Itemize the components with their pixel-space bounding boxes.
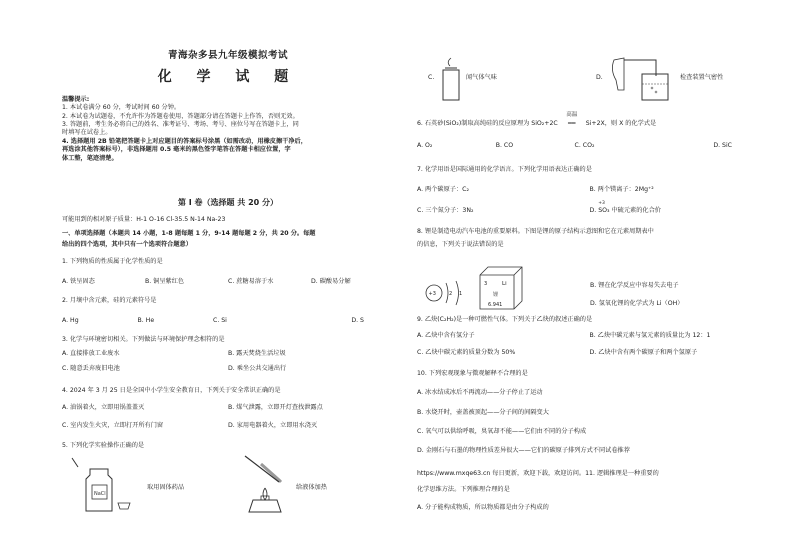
option: A. 冰水结成冰后不再流动——分子停止了运动 (417, 389, 543, 397)
notice-line: 4. 选择题用 2B 铅笔把答题卡上对应题目的答案标号涂黑（如需改动，用橡皮擦干净后， (62, 137, 307, 145)
option: A. O₂ (417, 142, 433, 150)
option: D. 乙炔中含有两个碳原子和两个氢原子 (589, 348, 698, 356)
option: C. 氧气可以供给呼吸，臭氧却不能——它们由不同的分子构成 (417, 428, 587, 436)
question-2 (62, 297, 394, 326)
option: D. 金刚石与石墨的物理性质差异很大——它们的碳原子排列方式不同试卷推荐 (417, 447, 630, 455)
instruction-line: 一、单项选择题（本题共 14 小题，1-8 题每题 1 分，9-14 题每题 2 分，共 20 分。每题 (62, 230, 316, 237)
question-4 (62, 387, 394, 430)
option: A. 乙炔中含有氢分子 (417, 332, 475, 340)
question-stem: 6. 石英砂(SiO₂)制取高纯硅的反应原理为 SiO₂+2C (417, 120, 558, 127)
option: B. 煤气泄露，立即开灯查找泄露点 (228, 404, 323, 412)
option-b-label: 给液体加热 (296, 484, 327, 491)
periodic-table-cell (478, 265, 524, 311)
option: B. CO (495, 142, 514, 150)
option-row (62, 350, 394, 358)
option: C. CO₂ (574, 142, 595, 150)
instruction-line: 给出的四个选项，其中只有一个选项符合题意） (62, 241, 192, 248)
exam-title: 青海杂多县九年级模拟考试 (167, 50, 288, 61)
question-stem: 的信息，下列关于说法错误的是 (417, 241, 504, 249)
option: C. 室内发生火灾，立即打开所有门窗 (62, 421, 164, 429)
question-5 (62, 442, 394, 450)
option: D. SiC (713, 142, 732, 150)
question-stem: 3. 化学与环境密切相关。下列做法与环境保护理念相符的是 (62, 336, 225, 343)
question-stem: 2. 月壤中含元素，硅的元素符号是 (62, 297, 157, 304)
notice-line: 2. 本试卷为试题卷，不允许作为答题卷使用，答题部分请在答题卡上作答，否则无效。 (62, 112, 299, 120)
option: A. 两个碳原子：C₂ (417, 186, 469, 194)
option-row (417, 200, 762, 215)
reagent-label: NaCl (94, 491, 106, 497)
question-stem: 9. 乙炔(C₂H₂)是一种可燃性气体。下列关于乙炔的叙述正确的是 (417, 316, 593, 323)
option: A. 油锅着火，立即用锅盖盖灭 (62, 404, 145, 412)
option: C. 随意丢弃废旧电池 (62, 364, 120, 372)
option: A. 铁呈固态 (62, 278, 95, 286)
option-c-letter: C. (428, 74, 435, 81)
option-row (62, 278, 394, 286)
atomic-number: 3 (484, 281, 488, 287)
option: A. 分子能构成物质，所以物质都是由分子构成的 (417, 503, 549, 511)
valence-mark: +3 (598, 200, 605, 206)
question-stem: 5. 下列化学实验操作正确的是 (62, 442, 145, 449)
notice-line: 3. 答题前，考生务必将自己的姓名、准考证号、考场、考号、座位号写在答题卡上，同 (62, 121, 299, 129)
option: D. 乘坐公共交通出行 (228, 364, 287, 372)
lithium-atom-diagram (424, 275, 474, 311)
option: D. S (351, 317, 364, 325)
question-1 (62, 258, 394, 287)
question-7 (417, 166, 762, 215)
option-row (62, 317, 394, 325)
option-d-letter: D. (596, 74, 603, 81)
question-10 (417, 370, 762, 456)
option-d-label: 检查装置气密性 (680, 74, 724, 81)
option-row (417, 332, 762, 340)
option-row (417, 186, 762, 194)
electron-shell-1: 2 (449, 291, 453, 297)
notice-title: 温馨提示: (62, 96, 90, 103)
heating-liquid-illustration (235, 450, 295, 516)
option-c-label: 闻气体气味 (466, 74, 497, 81)
option: A. 直接排放工业废水 (62, 350, 120, 358)
notice-block (62, 96, 394, 163)
atomic-mass: 6.941 (488, 302, 503, 308)
valence-text: SO₃ 中硫元素的化合价 (598, 206, 661, 214)
option: C. 三个氮分子：3N₂ (417, 206, 474, 214)
option-row (62, 404, 394, 412)
notice-line: 时填写在试卷上。 (62, 129, 112, 137)
question-stem: 化学思维方法。下列推理合理的是 (417, 486, 510, 494)
question-9 (417, 316, 762, 357)
nucleus-charge: +3 (428, 291, 436, 297)
question-stem: 7. 化学用语是国际通用的化学语言。下列化学用语表达正确的是 (417, 166, 592, 173)
option: C. 蔗糖易溶于水 (228, 278, 274, 286)
question-stem: 4. 2024 年 3 月 25 日是全国中小学生安全教育日，下列关于安全常识正确的是 (62, 387, 281, 394)
smell-gas-illustration (438, 56, 464, 102)
option: B. 锂在化学反应中容易失去电子 (590, 282, 679, 289)
notice-line: 体工整，笔迹清楚。 (62, 154, 118, 162)
option: B. He (137, 317, 155, 325)
section-title: 第 I 卷（选择题 共 20 分） (177, 198, 279, 207)
element-name: 锂 (493, 292, 499, 298)
option: C. 乙炔中碳元素的质量分数为 50% (417, 348, 516, 356)
question-stem: 8. 锂是制造电动汽车电池的重要原料。下图是锂的原子结构示意图和它在元素周期表中 (417, 228, 654, 235)
subject-title: 化 学 试 题 (157, 69, 299, 85)
element-symbol: Li (502, 281, 507, 287)
option: B. 乙炔中碳元素与氢元素的质量比为 12：1 (589, 332, 711, 340)
question-3 (62, 336, 394, 373)
question-11 (417, 470, 762, 512)
option: C. Si (213, 317, 227, 325)
option-row (417, 142, 762, 150)
notice-line: 再选涂其他答案标号），非选择题用 0.5 毫米的黑色签字笔答在答题卡相应位置，字 (62, 146, 291, 154)
option: D. 氢氧化锂的化学式为 Li（OH） (590, 300, 684, 307)
option: D. 家用电器着火，立即用水浇灭 (228, 421, 318, 429)
notice-line: 1. 本试卷满分 60 分，考试时间 60 分钟。 (62, 104, 181, 112)
option: B. 铜呈紫红色 (145, 278, 185, 286)
option-a-label: 取用固体药品 (147, 484, 185, 491)
option: D. +3 SO₃ 中硫元素的化合价 (589, 200, 661, 214)
option: A. Hg (62, 317, 79, 325)
option: B. 水烧开时，壶盖被顶起——分子间的间隔变大 (417, 408, 549, 416)
airtightness-illustration (606, 52, 676, 104)
question-8 (417, 228, 762, 250)
atomic-mass-line: 可能用到的相对原子质量：H-1 O-16 Cl-35.5 N-14 Na-23 (62, 216, 226, 223)
question-stem: 1. 下列物质的性质属于化学性质的是 (62, 258, 163, 265)
option-row (417, 349, 762, 357)
option-row (62, 365, 394, 373)
option: D. 碳酸易分解 (311, 278, 351, 286)
website-line: https://www.mxqe63.cn 每日更新，欢迎下载，欢迎访问。11. 逻辑推理是一种重要的 (417, 470, 659, 477)
question-6 (417, 112, 762, 151)
option: B. 露天焚烧生活垃圾 (228, 350, 286, 358)
question-stem: 10. 下列宏观现象与微观解释不合理的是 (417, 370, 528, 377)
solid-reagent-illustration (70, 455, 140, 515)
electron-shell-2: 1 (459, 291, 463, 297)
option: B. 两个镁离子：2Mg⁺² (589, 186, 654, 194)
question-stem: Si+2X，则 X 的化学式是 (585, 120, 657, 127)
reaction-condition: 高温 ══ (566, 112, 578, 127)
option-row (62, 422, 394, 430)
